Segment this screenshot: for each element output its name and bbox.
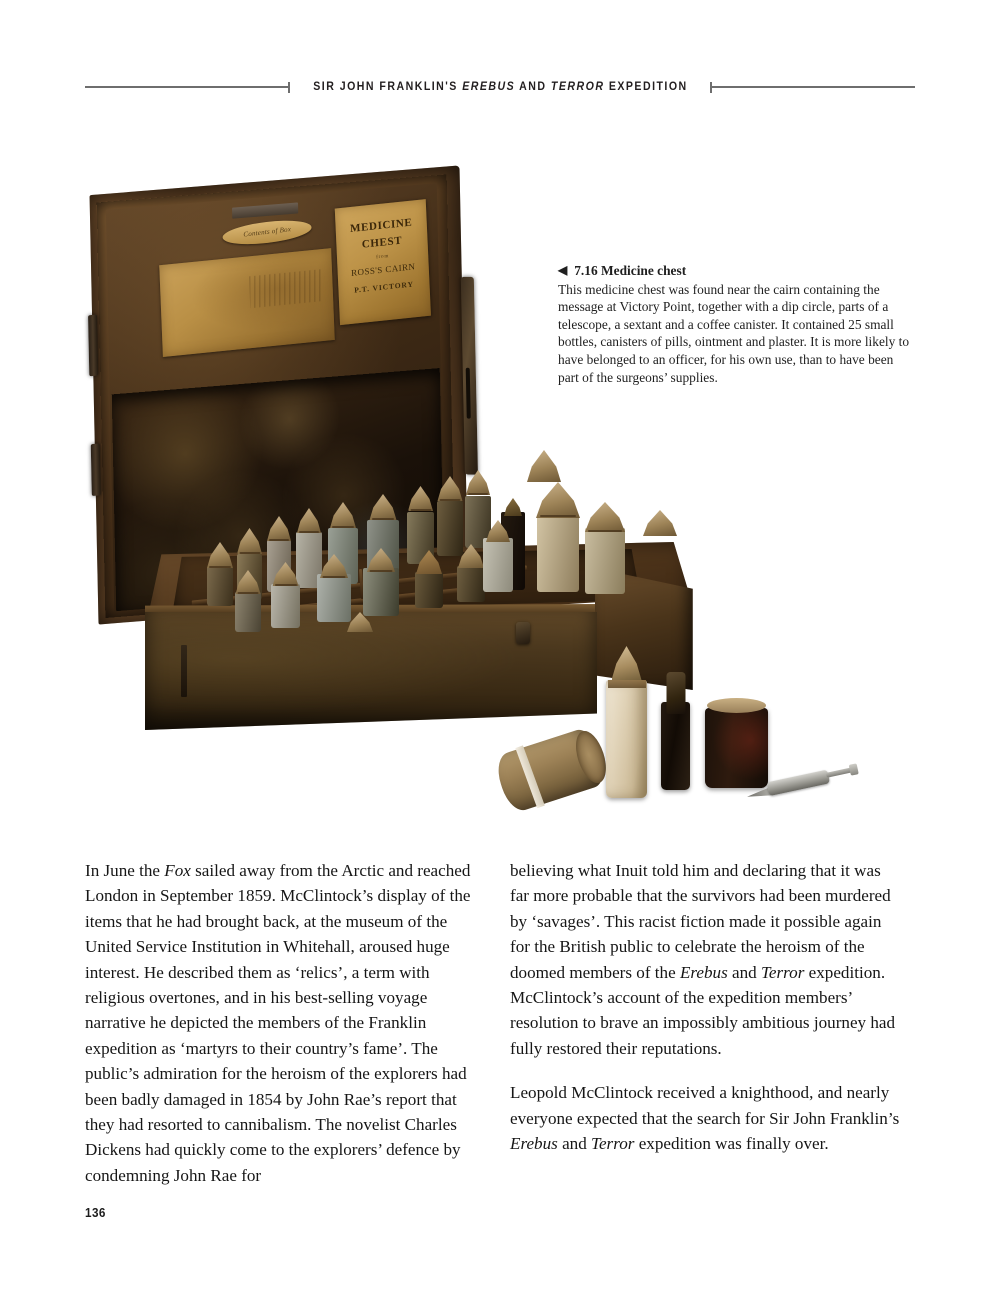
tray-bottle <box>363 548 399 616</box>
italic-title: Fox <box>164 861 191 880</box>
running-head-mid: AND <box>514 81 551 93</box>
running-head-suffix: EXPEDITION <box>603 81 688 93</box>
tray-bottle-large <box>537 482 579 592</box>
figure-caption <box>558 262 910 386</box>
figure-medicine-chest <box>85 150 725 820</box>
running-head-erebus: EREBUS <box>461 81 515 93</box>
tall-white-bottle-object <box>606 646 647 798</box>
chest-lid-strap-upper <box>88 315 98 376</box>
dark-jar-object <box>705 690 768 788</box>
tray-bottle <box>457 544 485 602</box>
card-line-medicine: MEDICINE <box>349 216 413 235</box>
aged-paper-label <box>159 248 335 357</box>
running-head-terror: TERROR <box>550 81 604 93</box>
running-head <box>85 76 915 98</box>
caption-heading <box>558 262 910 280</box>
running-head-tick-left <box>288 82 290 93</box>
tray-bottle-stopper <box>527 450 561 492</box>
tray-loose-stopper <box>347 612 373 634</box>
dark-bottle-object <box>661 672 690 790</box>
italic-title: Terror <box>760 962 805 982</box>
running-head-rule-right <box>712 86 915 88</box>
tray-bottle <box>207 542 233 606</box>
caption-arrow-icon: ◀ <box>558 263 568 277</box>
tray-bottle <box>271 562 300 628</box>
running-head-rule-left <box>85 86 288 88</box>
italic-title: Terror <box>591 1134 635 1154</box>
body-run: Leopold McClintock received a knighthood, and nearly everyone expected that the search for Sir John Franklin’s <box>510 1083 900 1128</box>
contents-of-box-label <box>222 217 312 248</box>
card-line-rosss-cairn: ROSS'S CAIRN <box>350 261 416 279</box>
body-run: In June the <box>85 861 165 880</box>
tray-bottle <box>235 570 261 632</box>
chest-lid-metal-plate <box>232 203 298 219</box>
card-line-pt-victory: P.T. VICTORY <box>354 279 415 295</box>
running-head-prefix: SIR JOHN FRANKLIN'S <box>312 81 462 93</box>
tray-bottle <box>483 520 513 592</box>
tray-bottle <box>317 554 351 622</box>
body-run: and <box>557 1134 592 1154</box>
tray-loose-stopper <box>643 510 677 544</box>
chest-lid-hinge <box>461 277 478 475</box>
body-column-left <box>85 858 475 1188</box>
body-run: sailed away from the Arctic and reached London in September 1859. McClintock’s display of the items that he had brought back, at the museum of the United Service Institution in Whitehall, aroused huge interest. He described them as ‘relics’, a term with religious overtones, and in his best-selling voyage narrative he depicted the members of the Franklin expedition as ‘martyrs to their country’s fame’. The public’s admiration for the heroism of the explorers had been badly damaged in 1854 by John Rae’s report that they had resorted to cannibalism. The novelist Charles Dickens had quickly come to the explorers’ defence by condemning John Rae for <box>85 861 471 1185</box>
italic-title: Erebus <box>679 962 728 982</box>
card-line-from: from <box>376 254 390 261</box>
body-run: believing what Inuit told him and declaring that it was far more probable that the survivors had been murdered by ‘savages’. This racist fiction made it possible again for the British public to celebrate the heroism of the doomed members of the <box>510 861 891 982</box>
body-run: expedition was finally over. <box>634 1134 829 1154</box>
page-number: 136 <box>85 1205 106 1220</box>
chest-lid-strap-lower <box>91 444 101 496</box>
tray-bottle-large <box>585 502 625 594</box>
body-paragraph <box>510 858 900 1061</box>
medicine-chest-card-label <box>335 199 431 325</box>
tray-bottle <box>415 550 443 608</box>
card-line-chest: CHEST <box>361 234 403 251</box>
body-column-right <box>510 858 900 1156</box>
body-run: expedition. McClintock’s account of the expedition members’ resolution to brave an impossibly ambitious journey had fully restored their reputations. <box>510 962 896 1058</box>
body-run: and <box>727 962 761 982</box>
chest-latch <box>516 622 530 644</box>
photograph <box>85 150 725 820</box>
running-head-title <box>313 81 687 93</box>
body-paragraph <box>85 858 475 1188</box>
caption-body-text: This medicine chest was found near the cairn containing the message at Victory Point, together with a dip circle, parts of a telescope, a sextant and a coffee canister. It contained 25 small bottles, canisters of pills, ointment and plaster. It is more likely to have belonged to an officer, for his own use, than to have been part of the surgeons’ supplies. <box>558 281 910 385</box>
italic-title: Erebus <box>510 1134 558 1154</box>
body-paragraph <box>510 1080 900 1156</box>
caption-heading-text: 7.16 Medicine chest <box>574 263 687 278</box>
contents-of-box-label-text: Contents of Box <box>243 225 292 240</box>
